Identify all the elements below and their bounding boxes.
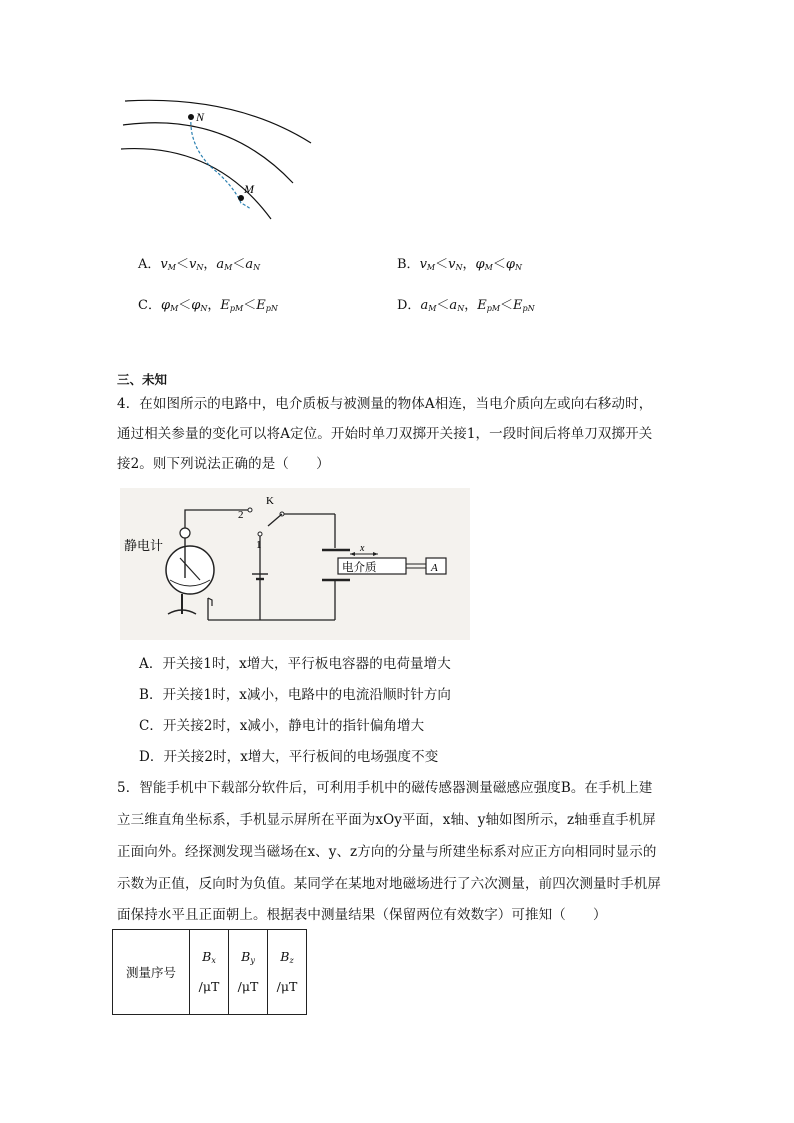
field-lines-figure [115,95,325,225]
switch-pos-1: 1 [256,539,262,551]
q4-option-d[interactable]: D．开关接2时，x增大，平行板间的电场强度不变 [139,749,439,765]
header-bx: $B_x$ /μT [190,930,229,1015]
q4-option-c[interactable]: C．开关接2时，x减小，静电计的指针偏角增大 [139,718,425,734]
label-n: N [196,110,205,124]
electrometer-case [166,546,214,594]
point-n [188,114,194,120]
header-index: 测量序号 [113,930,190,1015]
table-header-row [113,930,307,1015]
field-line-top [125,100,311,143]
circuit-figure [120,488,470,640]
q4-option-a[interactable]: A．开关接1时，x增大，平行板电容器的电荷量增大 [139,656,451,672]
q4-line-2: 通过相关参量的变化可以将A定位。开始时单刀双掷开关接1，一段时间后将单刀双掷开关 [117,426,653,442]
q4-line-3: 接2。则下列说法正确的是（ ） [117,456,330,472]
header-by: $B_y$ /μT [229,930,268,1015]
switch-label: K [266,495,274,507]
object-a-label: A [431,562,438,574]
measurement-table [112,929,307,1015]
q4-option-b[interactable]: B．开关接1时，x减小，电路中的电流沿顺时针方向 [139,687,452,703]
q5-line-2: 立三维直角坐标系，手机显示屏所在平面为xOy平面，x轴、y轴如图所示，z轴垂直手机屏 [117,812,656,828]
q5-line-1: 5．智能手机中下载部分软件后，可利用手机中的磁传感器测量磁感应强度B。在手机上建 [117,780,653,796]
q3-option-a[interactable]: A．$v_M<v_N$，$a_M<a_N$ [138,257,261,272]
label-m: M [244,182,254,196]
q5-line-3: 正面向外。经探测发现当磁场在x、y、z方向的分量与所建坐标系对应正方向相同时显示的 [117,844,657,860]
q5-line-5: 面保持水平且正面朝上。根据表中测量结果（保留两位有效数字）可推知（ ） [117,907,607,923]
x-label: x [360,543,365,554]
q3-option-d[interactable]: D．$a_M<a_N$，$E_{pM}<E_{pN}$ [397,298,535,313]
section-title: 三、未知 [117,372,168,387]
electrometer-knob [180,528,190,538]
switch-contact-2 [248,508,252,512]
electrometer-label: 静电计 [124,539,164,554]
header-bz: $B_z$ /μT [268,930,307,1015]
switch-contact-1 [258,532,262,536]
field-line-middle [123,123,293,183]
q3-option-c[interactable]: C．$\varphi_M<\varphi_N$，$E_{pM}<E_{pN}$ [138,298,278,313]
q4-line-1: 4．在如图所示的电路中，电介质板与被测量的物体A相连，当电介质向左或向右移动时， [117,396,653,412]
switch-pos-2: 2 [238,509,244,521]
q5-line-4: 示数为正值，反向时为负值。某同学在某地对地磁场进行了六次测量，前四次测量时手机屏 [117,876,661,892]
q3-option-b[interactable]: B．$v_M<v_N$，$\varphi_M<\varphi_N$ [397,257,522,272]
dielectric-label: 电介质 [342,560,377,574]
